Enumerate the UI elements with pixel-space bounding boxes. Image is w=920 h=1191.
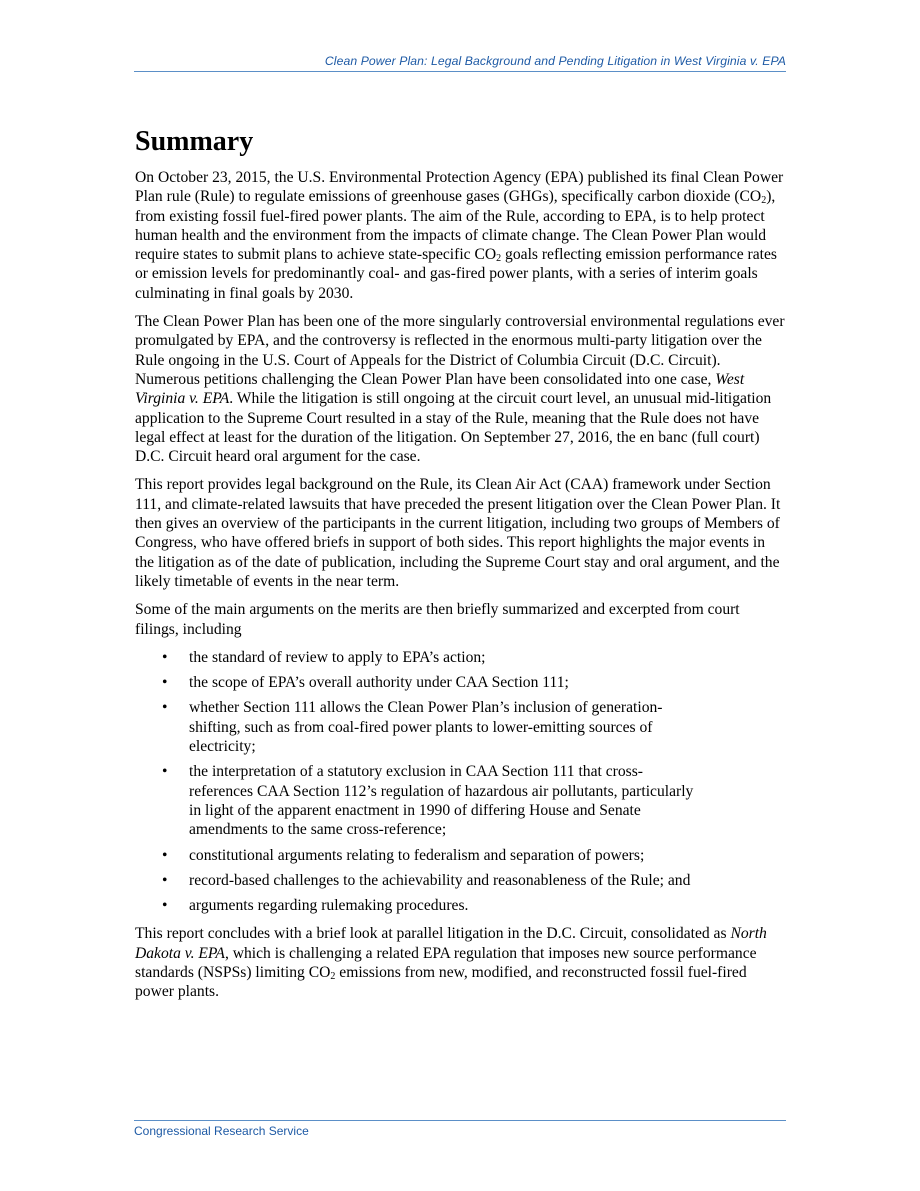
- running-footer: [134, 1120, 786, 1138]
- argument-list: [135, 648, 699, 916]
- list-item: [162, 673, 699, 692]
- list-item-text: the standard of review to apply to EPA’s action;: [189, 648, 486, 666]
- bullet-icon: •: [162, 699, 168, 717]
- paragraph-1: [135, 168, 787, 303]
- bullet-icon: •: [162, 871, 168, 889]
- p5-text-a: This report concludes with a brief look at parallel litigation in the D.C. Circuit, consolidated as: [135, 925, 731, 943]
- document-body: [135, 124, 787, 1011]
- p1-text-c: goals reflecting emission performance rates or emission levels for predominantly coal- and gas-fired power plants, with a series of interim goals culminating in final goals by 2030.: [135, 246, 777, 302]
- p2-text-b: . While the litigation is still ongoing at the circuit court level, an unusual mid-litigation application to the Supreme Court resulted in a stay of the Rule, meaning that the Rule does not have legal effect at least for the duration of the litigation. On September 27, 2016, the en banc (full court) D.C. Circuit heard oral argument for the case.: [135, 390, 772, 466]
- list-item-text: the scope of EPA’s overall authority under CAA Section 111;: [189, 674, 569, 692]
- bullet-icon: •: [162, 674, 168, 692]
- list-item: [162, 871, 699, 890]
- list-item-text: constitutional arguments relating to federalism and separation of powers;: [189, 846, 645, 864]
- p2-text-a: The Clean Power Plan has been one of the more singularly controversial environmental regulations ever promulgated by EPA, and the controversy is reflected in the enormous multi-party litigation over the Rule ongoing in the U.S. Court of Appeals for the District of Columbia Circuit (D.C. Circuit). Numerous petitions challenging the Clean Power Plan have been consolidated into one case,: [135, 313, 785, 388]
- bullet-icon: •: [162, 846, 168, 864]
- p2-case-name: West Virginia v. EPA: [135, 370, 745, 408]
- paragraph-4: Some of the main arguments on the merits are then briefly summarized and excerpted from court filings, including: [135, 601, 740, 638]
- p1-subscript-1: 2: [761, 195, 767, 207]
- p5-text-b: , which is challenging a related EPA regulation that imposes new source performance standards (NSPSs) limiting CO: [135, 944, 757, 981]
- list-item-text: the interpretation of a statutory exclusion in CAA Section 111 that cross-references CAA Section 112’s regulation of hazardous air pollutants, particularly in light of the apparent enactment in 1990 of differing House and Senate amendments to the same cross-reference;: [189, 763, 694, 839]
- p5-text-c: emissions from new, modified, and reconstructed fossil fuel-fired power plants.: [135, 963, 747, 1001]
- section-title: Summary: [135, 126, 254, 157]
- paragraph-2: [135, 312, 787, 466]
- list-item-text: whether Section 111 allows the Clean Power Plan’s inclusion of generation-shifting, such as from coal-fired power plants to lower-emitting sources of electricity;: [189, 699, 663, 756]
- bullet-icon: •: [162, 763, 168, 781]
- p1-subscript-2: 2: [496, 253, 502, 265]
- paragraph-3: This report provides legal background on the Rule, its Clean Air Act (CAA) framework under Section 111, and climate-related lawsuits that have preceded the present litigation over the Clean Power Plan. It then gives an overview of the participants in the current litigation, including two groups of Members of Congress, who have offered briefs in support of both sides. This report highlights the major events in the litigation as of the date of publication, including the Supreme Court stay and oral argument, and the likely timetable of events in the near term.: [135, 476, 781, 590]
- p5-case-name: North Dakota v. EPA: [135, 925, 767, 962]
- list-item: [162, 698, 699, 756]
- list-item-text: record-based challenges to the achievability and reasonableness of the Rule; and: [189, 871, 691, 889]
- list-item-text: arguments regarding rulemaking procedures.: [189, 897, 469, 915]
- p5-subscript: 2: [330, 970, 336, 982]
- footer-publisher: Congressional Research Service: [134, 1124, 309, 1138]
- list-item: [162, 648, 699, 667]
- list-item: [162, 762, 699, 839]
- bullet-icon: •: [162, 897, 168, 915]
- list-item: [162, 846, 699, 865]
- bullet-icon: •: [162, 648, 168, 666]
- list-item: [162, 896, 699, 915]
- paragraph-5: [135, 924, 787, 1001]
- p1-text-a: On October 23, 2015, the U.S. Environmental Protection Agency (EPA) published its final Clean Power Plan rule (Rule) to regulate emissions of greenhouse gases (GHGs), specifically carbon dioxide (CO: [135, 169, 784, 206]
- p1-text-b: ), from existing fossil fuel-fired power plants. The aim of the Rule, according to EPA, is to help protect human health and the environment from the impacts of climate change. The Clean Power Plan would require states to submit plans to achieve state-specific CO: [135, 188, 776, 264]
- running-header-title: Clean Power Plan: Legal Background and Pending Litigation in West Virginia v. EPA: [324, 54, 786, 68]
- running-header: [134, 54, 786, 72]
